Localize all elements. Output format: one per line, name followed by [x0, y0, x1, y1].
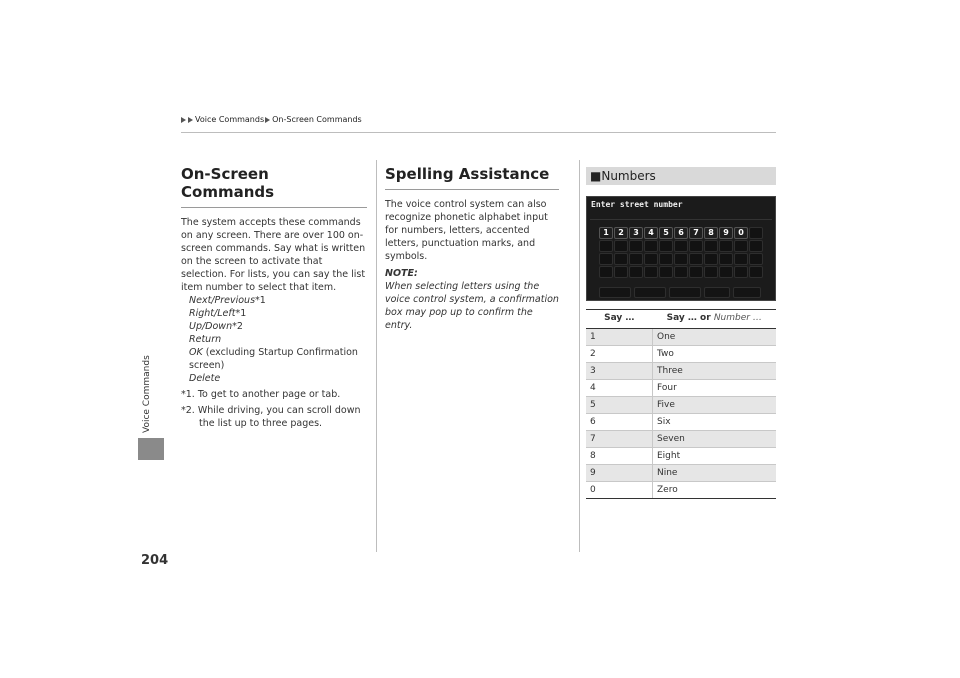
command-item: [181, 294, 367, 307]
breadcrumb-item-on-screen-commands[interactable]: On-Screen Commands: [272, 115, 362, 124]
header-divider: [181, 132, 776, 133]
screen-function-button[interactable]: [669, 287, 701, 298]
keyboard-key[interactable]: [659, 240, 673, 252]
digit-key[interactable]: 2: [614, 227, 628, 239]
keyboard-key[interactable]: [614, 253, 628, 265]
numbers-section: [586, 167, 776, 185]
digit-key[interactable]: 4: [644, 227, 658, 239]
digit-key[interactable]: 1: [599, 227, 613, 239]
spelling-assistance-section: [385, 165, 559, 332]
section-title: Spelling Assistance: [385, 165, 559, 190]
numeral-cell: 8: [586, 448, 653, 465]
digit-key[interactable]: 9: [719, 227, 733, 239]
keyboard-key[interactable]: [629, 266, 643, 278]
footnote-list: [181, 388, 367, 430]
keyboard-key[interactable]: [689, 253, 703, 265]
command-qualifier: (excluding Startup Confirmation screen): [189, 347, 358, 371]
digit-key[interactable]: 8: [704, 227, 718, 239]
command-name: OK: [189, 347, 203, 358]
footnote-mark: *1: [255, 295, 266, 306]
table-header-row: [586, 310, 776, 329]
spoken-word-cell: Two: [653, 346, 777, 363]
keyboard-key[interactable]: [599, 240, 613, 252]
note-text: When selecting letters using the voice control system, a confirmation box may pop up to confirm the entry.: [385, 281, 559, 331]
keyboard-key[interactable]: [734, 253, 748, 265]
command-name: Up/Down: [189, 321, 233, 332]
keyboard-key[interactable]: [749, 253, 763, 265]
column-header: [653, 310, 777, 329]
keyboard-key[interactable]: [659, 266, 673, 278]
command-name: Right/Left: [189, 308, 236, 319]
command-name: Delete: [189, 373, 221, 384]
digit-key[interactable]: 6: [674, 227, 688, 239]
spoken-word-cell: Nine: [653, 465, 777, 482]
side-tab-label: Voice Commands: [142, 355, 152, 433]
keyboard-key[interactable]: [749, 240, 763, 252]
digit-key[interactable]: 7: [689, 227, 703, 239]
numeral-cell: 3: [586, 363, 653, 380]
keyboard-key[interactable]: [599, 266, 613, 278]
side-tab-marker: [138, 438, 164, 460]
column-header-bold: Say … or: [666, 313, 711, 323]
column-divider: [376, 160, 377, 552]
keyboard-key[interactable]: [734, 240, 748, 252]
numeral-cell: 0: [586, 482, 653, 499]
numeral-cell: 2: [586, 346, 653, 363]
table-row: [586, 397, 776, 414]
screen-function-button[interactable]: [599, 287, 631, 298]
command-item: [181, 320, 367, 333]
spoken-word-cell: Five: [653, 397, 777, 414]
keyboard-key[interactable]: [734, 266, 748, 278]
table-row: [586, 448, 776, 465]
keyboard-key[interactable]: [704, 266, 718, 278]
numeral-cell: 6: [586, 414, 653, 431]
table-row: [586, 414, 776, 431]
table-row: [586, 431, 776, 448]
numbers-table: [586, 309, 776, 499]
column-header: Say …: [586, 310, 653, 329]
breadcrumb-arrow-icon: [188, 117, 193, 123]
table-row: [586, 482, 776, 499]
on-screen-commands-section: [181, 165, 367, 430]
keyboard-key[interactable]: [689, 240, 703, 252]
section-title: Numbers: [601, 169, 656, 183]
keyboard-key[interactable]: [749, 266, 763, 278]
screen-title: Enter street number: [591, 200, 683, 209]
spoken-word-cell: Six: [653, 414, 777, 431]
table-row: [586, 380, 776, 397]
spoken-word-cell: Zero: [653, 482, 777, 499]
command-item: [181, 346, 367, 372]
spoken-word-cell: Three: [653, 363, 777, 380]
keyboard-key[interactable]: [644, 240, 658, 252]
entry-field: [590, 211, 772, 220]
keyboard-key[interactable]: [719, 240, 733, 252]
numeral-cell: 1: [586, 329, 653, 346]
keyboard-key[interactable]: [704, 253, 718, 265]
keyboard-key[interactable]: [614, 266, 628, 278]
keyboard-key[interactable]: [719, 266, 733, 278]
command-name: Return: [189, 334, 222, 345]
breadcrumb-arrow-icon: [265, 117, 270, 123]
keyboard-key[interactable]: [629, 253, 643, 265]
keyboard-key[interactable]: [674, 240, 688, 252]
spoken-word-cell: One: [653, 329, 777, 346]
digit-key[interactable]: 0: [734, 227, 748, 239]
breadcrumb: [181, 115, 362, 124]
command-item: [181, 372, 367, 385]
numeral-cell: 7: [586, 431, 653, 448]
keyboard-key[interactable]: [674, 266, 688, 278]
command-list: [181, 294, 367, 385]
section-title: On-Screen Commands: [181, 165, 367, 208]
keyboard-key[interactable]: [659, 253, 673, 265]
command-item: [181, 307, 367, 320]
keyboard-key[interactable]: [704, 240, 718, 252]
keyboard-key[interactable]: [689, 266, 703, 278]
screen-function-button[interactable]: [733, 287, 761, 298]
spoken-word-cell: Seven: [653, 431, 777, 448]
keyboard-key[interactable]: [629, 240, 643, 252]
numeral-cell: 4: [586, 380, 653, 397]
column-header-italic: Number …: [713, 313, 762, 323]
keyboard-key[interactable]: [599, 253, 613, 265]
table-row: [586, 329, 776, 346]
footnote: *2. While driving, you can scroll down the list up to three pages.: [181, 405, 361, 429]
command-item: [181, 333, 367, 346]
section-bullet-icon: ■: [590, 169, 602, 183]
table-row: [586, 363, 776, 380]
keyboard-key[interactable]: [644, 266, 658, 278]
breadcrumb-item-voice-commands[interactable]: Voice Commands: [195, 115, 265, 124]
column-divider: [579, 160, 580, 552]
digit-key[interactable]: 3: [629, 227, 643, 239]
footnote: *1. To get to another page or tab.: [181, 389, 341, 400]
keyboard-key[interactable]: [644, 253, 658, 265]
page-number: 204: [141, 553, 169, 568]
screen-function-button[interactable]: [634, 287, 666, 298]
table-row: [586, 346, 776, 363]
spoken-word-cell: Eight: [653, 448, 777, 465]
note-label: NOTE:: [385, 268, 418, 279]
table-row: [586, 465, 776, 482]
numeral-cell: 5: [586, 397, 653, 414]
command-name: Next/Previous: [189, 295, 256, 306]
digit-key[interactable]: 5: [659, 227, 673, 239]
intro-paragraph: The system accepts these commands on any screen. There are over 100 on-screen commands. Say what is written on the screen to activate that selection. For lists, you can say the list item number to select that item.: [181, 217, 366, 293]
breadcrumb-arrow-icon: [181, 117, 186, 123]
footnote-mark: *2: [232, 321, 243, 332]
footnote-mark: *1: [235, 308, 247, 319]
spoken-word-cell: Four: [653, 380, 777, 397]
screen-function-button[interactable]: [704, 287, 730, 298]
keyboard-key[interactable]: [749, 227, 763, 239]
section-header: [586, 167, 776, 185]
numeral-cell: 9: [586, 465, 653, 482]
body-paragraph: The voice control system can also recognize phonetic alphabet input for numbers, letters, accented letters, punctuation marks, and symbols.: [385, 199, 548, 262]
street-number-screen: [586, 196, 776, 301]
keyboard-key[interactable]: [674, 253, 688, 265]
keyboard-key[interactable]: [614, 240, 628, 252]
keyboard-key[interactable]: [719, 253, 733, 265]
